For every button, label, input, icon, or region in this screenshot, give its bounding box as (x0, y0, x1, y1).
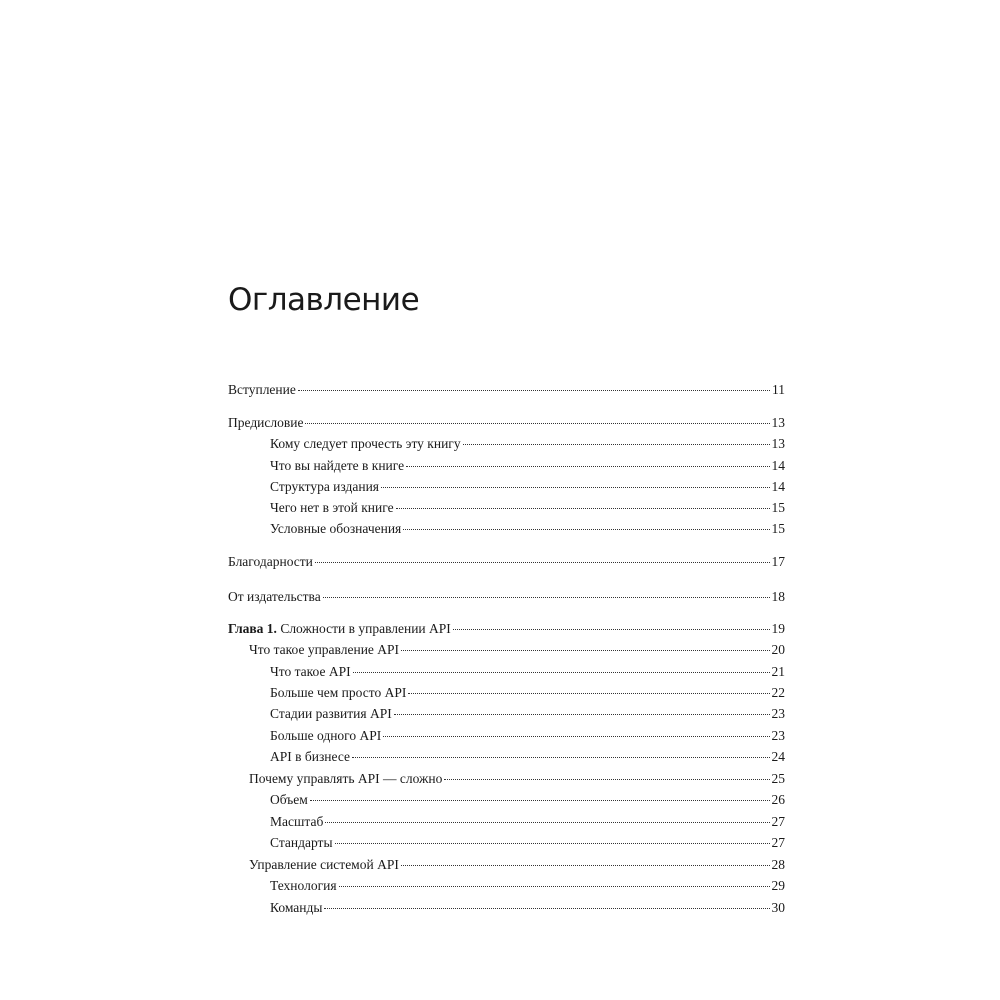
toc-entry[interactable] (228, 706, 785, 724)
toc-leader-dots (298, 390, 770, 391)
toc-leader-dots (381, 487, 769, 488)
toc-entry[interactable] (228, 771, 785, 789)
toc-leader-dots (453, 629, 770, 630)
toc-leader-dots (396, 508, 770, 509)
toc-entry-title: От издательства (228, 589, 321, 604)
toc-entry-title: Что такое управление API (249, 642, 400, 657)
toc-entry-title: Стандарты (270, 835, 333, 850)
toc-entry-title: Объем (270, 792, 308, 807)
toc-entry[interactable] (228, 749, 785, 767)
toc-leader-dots (444, 779, 769, 780)
toc-entry-title: Что такое API (270, 664, 351, 679)
chapter-title: Сложности в управлении API (280, 621, 451, 636)
toc-entry-title: Предисловие (228, 415, 304, 430)
toc-entry-page: 22 (771, 685, 785, 700)
toc-entry-title: Масштаб (270, 814, 324, 829)
toc-entry[interactable] (228, 814, 785, 832)
toc-entry-page: 13 (771, 436, 785, 451)
toc-entry-title: Больше одного API (270, 728, 382, 743)
toc-leader-dots (403, 529, 769, 530)
toc-entry-title: Благодарности (228, 554, 313, 569)
toc-entry-title: Технология (270, 878, 337, 893)
toc-leader-dots (401, 865, 770, 866)
toc-leader-dots (383, 736, 769, 737)
toc-entry[interactable] (228, 685, 785, 703)
toc-entry-title: Структура издания (270, 479, 380, 494)
toc-entry-title: Чего нет в этой книге (270, 500, 394, 515)
toc-entry[interactable] (228, 554, 785, 572)
toc-entry[interactable] (228, 521, 785, 539)
toc-entry-page: 13 (771, 415, 785, 430)
toc-entry[interactable] (228, 458, 785, 476)
toc-entry-page: 23 (771, 728, 785, 743)
toc-leader-dots (315, 562, 770, 563)
toc-entry[interactable] (228, 900, 785, 918)
toc-leader-dots (401, 650, 769, 651)
toc-entry-title: Команды (270, 900, 323, 915)
toc-entry-page: 18 (771, 589, 785, 604)
toc-leader-dots (335, 843, 770, 844)
toc-leader-dots (323, 597, 770, 598)
toc-entry[interactable] (228, 642, 785, 660)
toc-entry-title: Вступление (228, 382, 296, 397)
toc-entry-page: 23 (771, 706, 785, 721)
toc-leader-dots (406, 466, 769, 467)
toc-entry[interactable] (228, 589, 785, 607)
toc-entry-page: 26 (771, 792, 785, 807)
toc-leader-dots (339, 886, 770, 887)
toc-leader-dots (352, 757, 769, 758)
toc-entry[interactable] (228, 792, 785, 810)
toc-entry-title: Кому следует прочесть эту книгу (270, 436, 461, 451)
toc-entry-page: 20 (771, 642, 785, 657)
toc-leader-dots (305, 423, 769, 424)
toc-entry-page: 28 (771, 857, 785, 872)
toc-entry-page: 21 (771, 664, 785, 679)
toc-entry[interactable] (228, 857, 785, 875)
toc-entry[interactable] (228, 728, 785, 746)
toc-entry-page: 27 (771, 814, 785, 829)
toc-entry-page: 11 (772, 382, 785, 397)
toc-entry[interactable] (228, 878, 785, 896)
toc-leader-dots (325, 822, 769, 823)
toc-entry-page: 19 (771, 621, 785, 636)
toc-entry-title: Управление системой API (249, 857, 399, 872)
toc-entry[interactable] (228, 382, 785, 400)
toc-entry-page: 27 (771, 835, 785, 850)
toc-leader-dots (463, 444, 770, 445)
toc-entry-title: Условные обозначения (270, 521, 402, 536)
toc-leader-dots (408, 693, 769, 694)
toc-entry-page: 15 (771, 521, 785, 536)
chapter-number: Глава 1. (228, 621, 277, 636)
toc-entry-title: Что вы найдете в книге (270, 458, 405, 473)
toc-entry[interactable] (228, 479, 785, 497)
page-title: Оглавление (228, 282, 420, 318)
toc-entry-page: 17 (771, 554, 785, 569)
toc-entry-page: 14 (771, 479, 785, 494)
toc-leader-dots (353, 672, 770, 673)
toc-entry[interactable] (228, 500, 785, 518)
toc-entry[interactable] (228, 415, 785, 433)
toc-entry-chapter[interactable] (228, 621, 785, 639)
toc-entry-page: 29 (771, 878, 785, 893)
toc-entry-title (228, 621, 451, 637)
toc-entry[interactable] (228, 835, 785, 853)
toc-leader-dots (394, 714, 770, 715)
toc-entry[interactable] (228, 664, 785, 682)
toc-entry-title: Почему управлять API — сложно (249, 771, 443, 786)
toc-entry-page: 24 (771, 749, 785, 764)
toc-entry-page: 25 (771, 771, 785, 786)
toc-entry-page: 14 (771, 458, 785, 473)
toc-leader-dots (310, 800, 770, 801)
toc-entry-page: 30 (771, 900, 785, 915)
toc-entry[interactable] (228, 436, 785, 454)
toc-entry-page: 15 (771, 500, 785, 515)
toc-entry-title: API в бизнесе (270, 749, 351, 764)
toc-entry-title: Больше чем просто API (270, 685, 407, 700)
toc-entry-title: Стадии развития API (270, 706, 392, 721)
toc-leader-dots (324, 908, 769, 909)
